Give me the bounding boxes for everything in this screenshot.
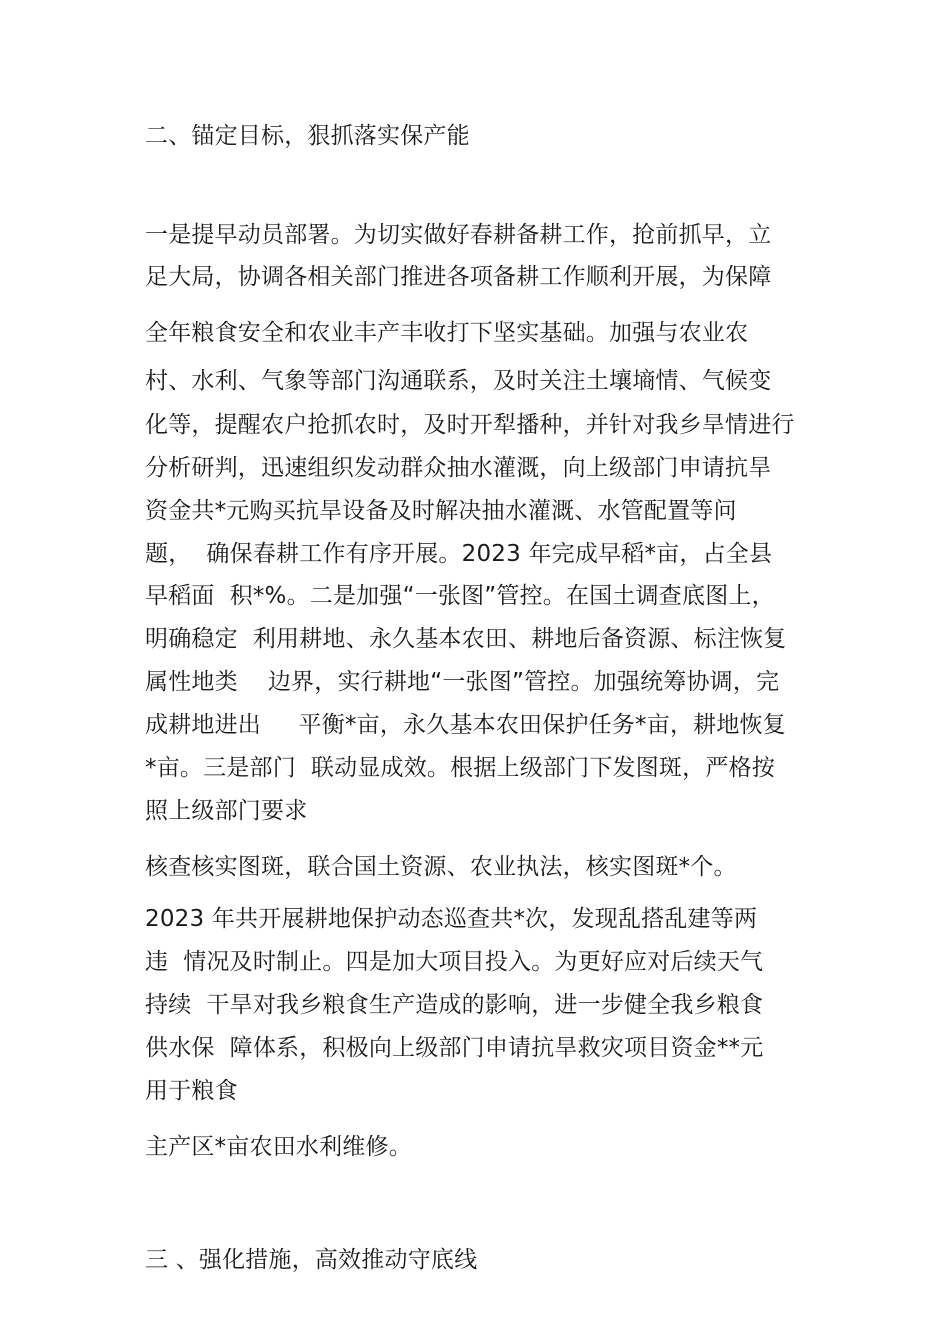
paragraph-line: 2023 年共开展耕地保护动态巡查共*次，发现乱搭乱建等两 bbox=[145, 906, 758, 932]
paragraph-line: 成耕地进出 平衡*亩，永久基本农田保护任务*亩，耕地恢复 bbox=[145, 712, 786, 738]
section-heading-two: 二、锚定目标，狠抓落实保产能 bbox=[145, 123, 470, 149]
paragraph-line: 主产区*亩农田水利维修。 bbox=[145, 1134, 412, 1160]
paragraph-line: 村、水利、气象等部门沟通联系，及时关注土壤墒情、气候变 bbox=[145, 368, 772, 394]
paragraph-line: *亩。三是部门 联动显成效。根据上级部门下发图斑，严格按 bbox=[145, 755, 775, 781]
paragraph-line: 违 情况及时制止。四是加大项目投入。为更好应对后续天气 bbox=[145, 949, 764, 975]
paragraph-line: 持续 干旱对我乡粮食生产造成的影响，进一步健全我乡粮食 bbox=[145, 992, 764, 1018]
paragraph-line: 足大局，协调各相关部门推进各项备耕工作顺利开展，为保障 bbox=[145, 264, 772, 290]
paragraph-line: 早稻面 积*%。二是加强“一张图”管控。在国土调查底图上， bbox=[145, 583, 775, 609]
paragraph-line: 题， 确保春耕工作有序开展。2023 年完成早稻*亩，占全县 bbox=[145, 541, 773, 567]
paragraph-line: 资金共*元购买抗旱设备及时解决抽水灌溉、水管配置等问 bbox=[145, 498, 737, 524]
paragraph-line: 一是提早动员部署。为切实做好春耕备耕工作，抢前抓早，立 bbox=[145, 222, 772, 248]
paragraph-line: 用于粮食 bbox=[145, 1078, 238, 1104]
paragraph-line: 全年粮食安全和农业丰产丰收打下坚实基础。加强与农业农 bbox=[145, 320, 749, 346]
section-heading-three: 三 、强化措施，高效推动守底线 bbox=[145, 1247, 478, 1273]
paragraph-line: 化等，提醒农户抢抓农时，及时开犁播种，并针对我乡旱情进行 bbox=[145, 412, 795, 438]
paragraph-line: 核查核实图斑，联合国土资源、农业执法，核实图斑*个。 bbox=[145, 854, 737, 880]
paragraph-line: 明确稳定 利用耕地、永久基本农田、耕地后备资源、标注恢复 bbox=[145, 626, 787, 652]
paragraph-line: 供水保 障体系，积极向上级部门申请抗旱救灾项目资金**元 bbox=[145, 1035, 764, 1061]
paragraph-line: 属性地类 边界，实行耕地“一张图”管控。加强统筹协调，完 bbox=[145, 669, 780, 695]
paragraph-line: 照上级部门要求 bbox=[145, 798, 308, 824]
paragraph-line: 分析研判，迅速组织发动群众抽水灌溉，向上级部门申请抗旱 bbox=[145, 455, 772, 481]
